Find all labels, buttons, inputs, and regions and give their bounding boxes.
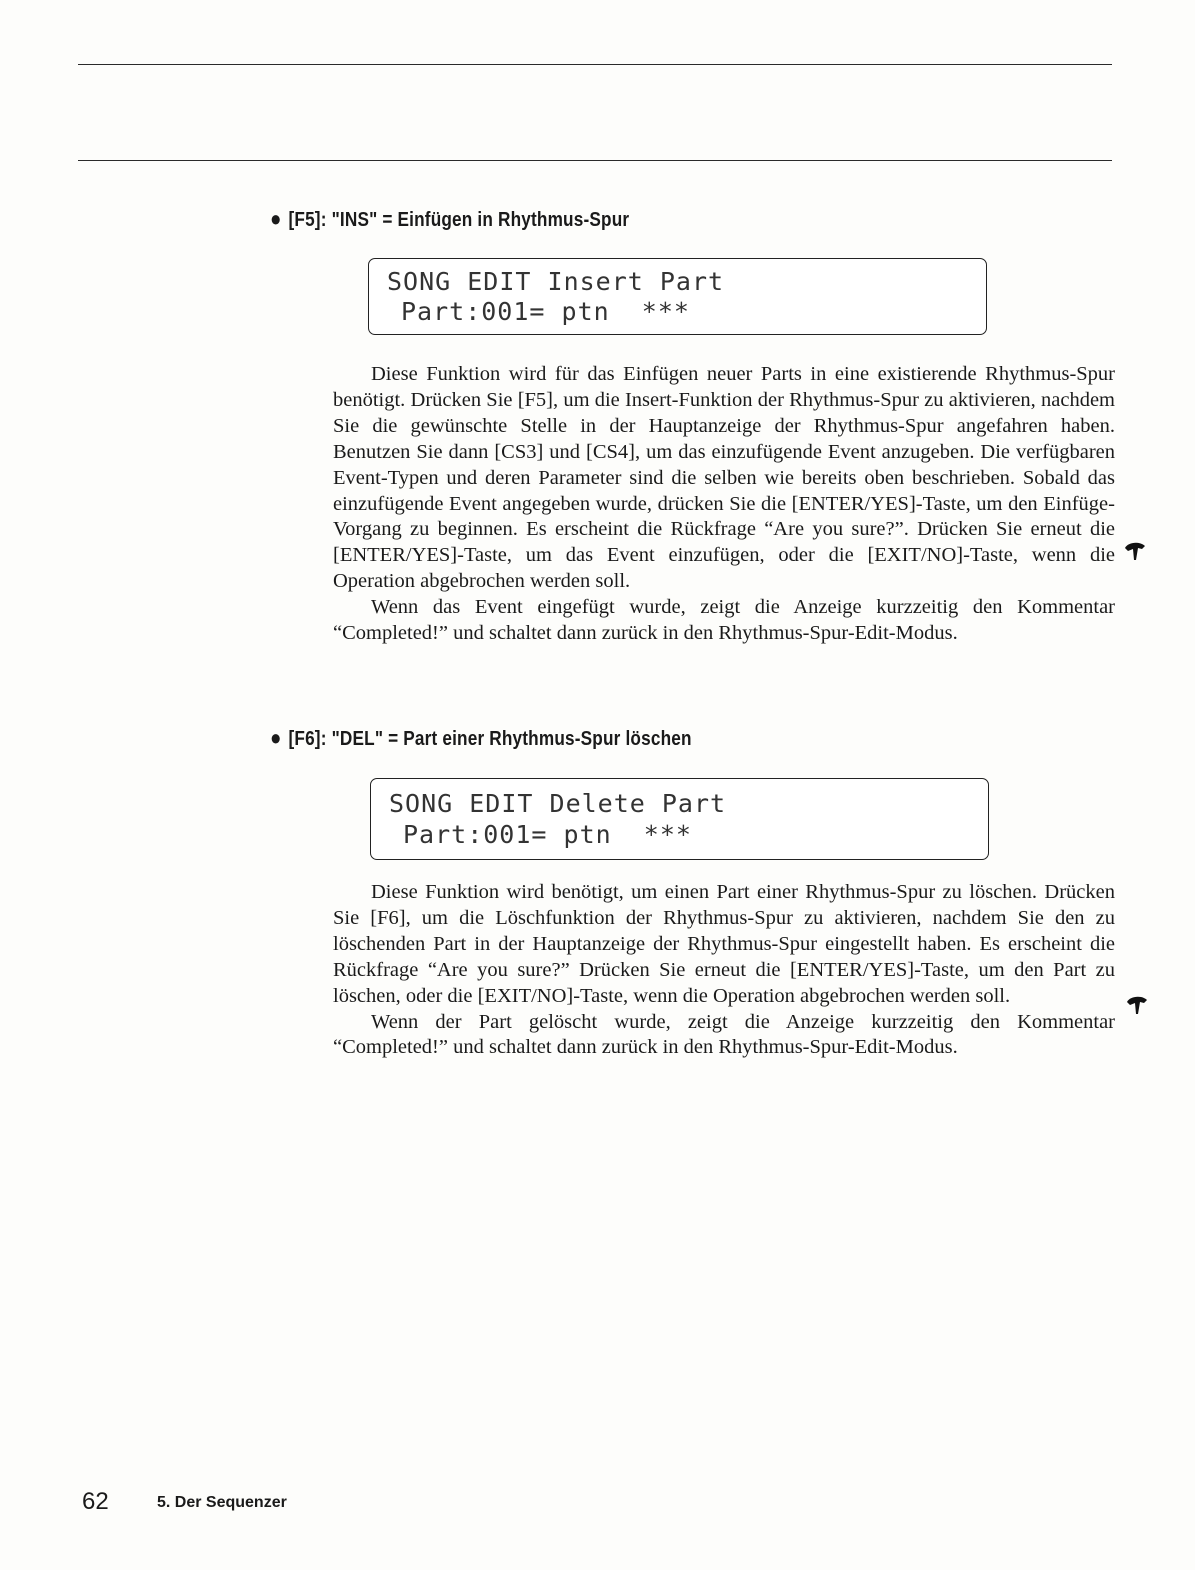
page-number: 62 <box>82 1488 109 1515</box>
paragraph: Diese Funktion wird für das Einfügen neuer Parts in eine existierende Rhythmus-Spur benötigt. Drücken Sie [F5], um die Insert-Funktion der Rhythmus-Spur zu aktivieren, nachdem Sie die gewünschte Stelle in der Hauptanzeige der Rhythmus-Spur angefahren haben. Benutzen Sie dann [CS3] und [CS4], um das einzufügende Event anzugeben. Die verfügbaren Event-Typen und deren Parameter sind die selben wie bereits oben beschrieben. Sobald das einzufügende Event angegeben wurde, drücken Sie die [ENTER/YES]-Taste, um den Einfüge-Vorgang zu beginnen. Es erscheint die Rückfrage “Are you sure?”. Drücken Sie erneut die [ENTER/YES]-Taste, um das Event einzufügen, oder die [EXIT/NO]-Taste, wenn die Operation abgebrochen werden soll. <box>333 363 1115 593</box>
bullet-icon: ● <box>270 206 282 231</box>
bullet-icon: ● <box>270 725 282 750</box>
margin-mark-icon <box>1124 994 1150 1018</box>
paragraph: Wenn das Event eingefügt wurde, zeigt die Anzeige kurzzeitig den Kommentar “Completed!” und schaltet dann zurück in den Rhythmus-Spur-Edit-Modus. <box>333 596 1115 645</box>
lcd-line-1: SONG EDIT Delete Part <box>389 789 727 818</box>
lcd-display-insert <box>368 258 987 335</box>
lcd-display-delete <box>370 778 989 860</box>
heading-text: "INS" = Einfügen in Rhythmus-Spur <box>331 209 630 231</box>
section-heading-del <box>270 725 692 751</box>
paragraph: Diese Funktion wird benötigt, um einen Part einer Rhythmus-Spur zu löschen. Drücken Sie [F6], um die Löschfunktion der Rhythmus-Spur zu aktivieren, nachdem Sie den zu löschenden Part in der Hauptanzeige der Rhythmus-Spur eingestellt haben. Es erscheint die Rückfrage “Are you sure?” Drücken Sie erneut die [ENTER/YES]-Taste, um den Part zu löschen, oder die [EXIT/NO]-Taste, wenn die Operation abgebrochen werden soll. <box>333 881 1115 1007</box>
body-text-delete <box>333 880 1115 1061</box>
margin-mark-icon <box>1122 540 1148 564</box>
heading-key: [F5]: <box>288 209 327 231</box>
section-heading-ins <box>270 206 629 232</box>
paragraph: Wenn der Part gelöscht wurde, zeigt die Anzeige kurzzeitig den Kommentar “Completed!” und schaltet dann zurück in den Rhythmus-Spur-Edit-Modus. <box>333 1010 1115 1059</box>
header-rule-top <box>78 64 1112 65</box>
lcd-line-1: SONG EDIT Insert Part <box>387 267 725 296</box>
header-rule-bottom <box>78 160 1112 161</box>
lcd-line-2: Part:001= ptn *** <box>403 820 692 849</box>
heading-text: "DEL" = Part einer Rhythmus-Spur löschen <box>331 728 692 750</box>
footer-section-title: 5. Der Sequenzer <box>157 1494 287 1511</box>
lcd-line-2: Part:001= ptn *** <box>401 297 690 326</box>
heading-key: [F6]: <box>288 728 327 750</box>
body-text-insert <box>333 362 1115 647</box>
